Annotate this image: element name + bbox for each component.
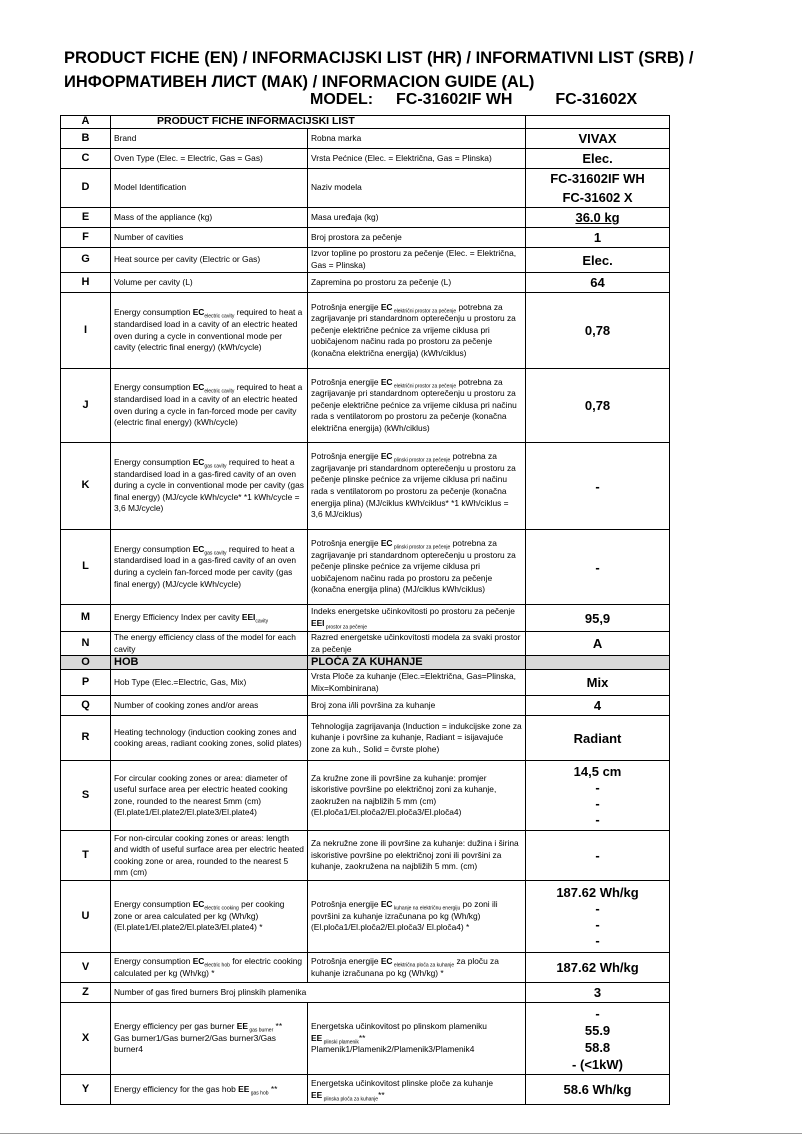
label-hr: Izvor topline po prostoru za pečenje (Elec. = Električna, Gas = Plinska) [308, 248, 526, 273]
row-letter: C [61, 149, 111, 169]
row-b [61, 129, 670, 149]
label-en: Energy consumption $EC_{gas cavity}$ required to heat a standardised load in a gas-fired cavity of an oven during a cycle in conventional mode per cavity (gas final energy) (MJ/cycle kWh/cycle* *1 kWh/cycle = 3,6 MJ/cycle) [111, 443, 308, 530]
empty-cell [526, 116, 670, 129]
label-hr: Energetska učinkovitost po plinskom plameniku EE $_{plinski plamenik}$** Plamenik1/Plamenik2/Plamenik3/Plamenik4 [308, 1003, 526, 1075]
label-en: Number of cavities [111, 228, 308, 248]
label-en: Hob Type (Elec.=Electric, Gas, Mix) [111, 670, 308, 696]
label-hr: Robna marka [308, 129, 526, 149]
value-diameters [526, 761, 670, 831]
label-en: Number of gas fired burners Broj plinskih plamenika [111, 983, 526, 1003]
row-letter: G [61, 248, 111, 273]
value-non-circular: - [526, 831, 670, 881]
row-letter: Z [61, 983, 111, 1003]
label-hr: Potrošnja energije EC $_{kuhanje na električnu energiju}$ po zoni ili površini za kuhanje izračunana po kg (Wh/kg) (El.ploča1/El.ploča2/El.ploča3/ El.ploča4) * [308, 881, 526, 953]
value-line: - [595, 811, 600, 827]
label-en: Energy efficiency per gas burner EE $_{gas burner}$ ** Gas burner1/Gas burner2/Gas burner3/Gas burner4 [111, 1003, 308, 1075]
label-hr: Potrošnja energije EC $_{plinski prostor za pečenje}$ potrebna za zagrijavanje pri standardnom opterečenju u prostoru za pečenje plinske pećnice za vrijeme ciklusa pri načinu rada s ventilatorom po prostoru za pečenje (konačna energija plina) (MJ/ciklus kWh/ciklus* *1 kWh/ciklus = 3,6 MJ/ciklus) [308, 443, 526, 530]
row-e [61, 208, 670, 228]
label-en: Energy Efficiency Index per cavity $EEI_{cavity}$ [111, 605, 308, 632]
row-letter: R [61, 716, 111, 761]
value-oven-type: Elec. [526, 149, 670, 169]
row-letter: V [61, 953, 111, 983]
row-letter: E [61, 208, 111, 228]
row-letter: S [61, 761, 111, 831]
label-en: Energy consumption $EC_{electric cavity}$ required to heat a standardised load in a cavity of an electric heated oven during a cycle in conventional mode per cavity (electric final energy) (kWh/cycle) [111, 293, 308, 369]
label-hr: Potrošnja energije EC $_{električni prostor za pečenje}$ potrebna za zagrijavanje pri standardnom opterečenju u prostoru za pečenje električne pećnice za vrijeme ciklusa pri načinu rada s ventilatorom po prostoru za pečenje (konačna električna energija) (kWh/ciklus) [308, 369, 526, 443]
label-en: For circular cooking zones or area: diameter of useful surface area per electric heated cooking zone, rounded to the nearest 5mm (cm) (El.plate1/El.plate2/El.plate3/El.plate4) [111, 761, 308, 831]
value-line: 187.62 Wh/kg [556, 884, 639, 900]
row-j [61, 369, 670, 443]
row-letter: B [61, 129, 111, 149]
row-letter: P [61, 670, 111, 696]
label-hr: Za kružne zone ili površine za kuhanje: promjer iskoristive površine po električnoj zoni za kuhanje, zaokružen na najbližih 5 mm (cm) (El.ploča1/El.ploča2/El.ploča3/El.ploča4) [308, 761, 526, 831]
value-line: - [595, 1005, 600, 1021]
row-letter: Y [61, 1075, 111, 1105]
section-hr: PLOČA ZA KUHANJE [308, 656, 526, 670]
value-volume: 64 [526, 273, 670, 293]
fiche-heading: PRODUCT FICHE INFORMACIJSKI LIST [111, 116, 526, 129]
value-eei: 95,9 [526, 605, 670, 632]
row-letter: Q [61, 696, 111, 716]
row-letter: O [61, 656, 111, 670]
row-z [61, 983, 670, 1003]
value-ec-per-zone [526, 881, 670, 953]
document-title [64, 46, 764, 94]
label-en: Energy consumption $EC_{electric cavity}$ required to heat a standardised load in a cavity of an electric heated oven during a cycle in fan-forced mode per cavity (electric final energy) (kWh/cycle) [111, 369, 308, 443]
row-i [61, 293, 670, 369]
value-line: 14,5 cm [573, 763, 622, 779]
row-c [61, 149, 670, 169]
label-hr: Vrsta Pećnice (Elec. = Električna, Gas = Plinska) [308, 149, 526, 169]
label-en: Volume per cavity (L) [111, 273, 308, 293]
label-en: Heating technology (induction cooking zones and cooking areas, radiant cooking zones, solid plates) [111, 716, 308, 761]
label-en: Energy consumption $EC_{gas cavity}$ required to heat a standardised load in a gas-fired cavity of an oven during a cyclein fan-forced mode per cavity (gas final energy) (MJ/cycle kWh/cycle) [111, 530, 308, 605]
row-o-hob-section [61, 656, 670, 670]
row-letter: L [61, 530, 111, 605]
row-p [61, 670, 670, 696]
model-1: FC-31602IF WH [396, 91, 513, 108]
row-u [61, 881, 670, 953]
row-x [61, 1003, 670, 1075]
row-letter: U [61, 881, 111, 953]
value-line: - [595, 795, 600, 811]
label-hr: Potrošnja energije EC $_{električna ploča za kuhanje}$ za ploču za kuhanje izračunana po kg (Wh/kg) * [308, 953, 526, 983]
model-label: MODEL: [310, 91, 374, 108]
value-heating-tech: Radiant [526, 716, 670, 761]
row-h [61, 273, 670, 293]
title-line-1: PRODUCT FICHE (EN) / INFORMACIJSKI LIST (HR) / INFORMATIVNI LIST (SRB) / [64, 49, 694, 67]
value-cavities: 1 [526, 228, 670, 248]
empty-cell [526, 656, 670, 670]
value-zones: 4 [526, 696, 670, 716]
value-ee-burners [526, 1003, 670, 1075]
label-hr: Potrošnja energije EC $_{plinski prostor za pečenje}$ potrebna za zagrijavanje pri standardnom opterečenju u prostoru za pečenje plinske pećnice za vrijeme ciklusa pri uobičajenom načinu rada po prostoru za pečenje (konačna energija plina) (MJ/ciklus kWh/ciklus) [308, 530, 526, 605]
label-en: Energy efficiency for the gas hob EE $_{gas hob}$ ** [111, 1075, 308, 1105]
label-hr: Broj zona i/ili površina za kuhanje [308, 696, 526, 716]
value-ec-gas-fan: - [526, 530, 670, 605]
value-hob-type: Mix [526, 670, 670, 696]
label-en: Heat source per cavity (Electric or Gas) [111, 248, 308, 273]
row-l [61, 530, 670, 605]
row-letter: J [61, 369, 111, 443]
label-hr: Razred energetske učinkovitosti modela za svaki prostor za pečenje [308, 632, 526, 656]
value-gas-burners: 3 [526, 983, 670, 1003]
row-r [61, 716, 670, 761]
label-en: Number of cooking zones and/or areas [111, 696, 308, 716]
row-d [61, 169, 670, 208]
row-a [61, 116, 670, 129]
value-ec-hob: 187.62 Wh/kg [526, 953, 670, 983]
value-energy-class: A [526, 632, 670, 656]
value-line: - [595, 932, 600, 948]
row-y [61, 1075, 670, 1105]
label-en: Mass of the appliance (kg) [111, 208, 308, 228]
value-ec-gas-conventional: - [526, 443, 670, 530]
model-2: FC-31602X [555, 91, 638, 108]
value-line: 55.9 [584, 1022, 611, 1038]
row-letter: N [61, 632, 111, 656]
value-model [526, 169, 670, 208]
row-letter: H [61, 273, 111, 293]
value-line: - [595, 916, 600, 932]
label-en: The energy efficiency class of the model for each cavity [111, 632, 308, 656]
title-line-2: ИНФОРМАТИВЕН ЛИСТ (МАК) / INFORMACION GUIDE (AL) [64, 73, 535, 91]
label-hr: Potrošnja energije EC $_{električni prostor za pečenje}$ potrebna za zagrijavanje pri standardnom opterečenju u prostoru za pečenje električne pećnice za vrijeme ciklusa pri uobičajenom načinu rada po prostoru za pečenje (konačna električna energija) (kWh/ciklus) [308, 293, 526, 369]
row-letter: M [61, 605, 111, 632]
value-line: - (<1kW) [572, 1056, 623, 1072]
row-q [61, 696, 670, 716]
row-letter: X [61, 1003, 111, 1075]
row-letter: F [61, 228, 111, 248]
label-hr: Broj prostora za pečenje [308, 228, 526, 248]
value-line: 58.8 [584, 1039, 611, 1055]
row-g [61, 248, 670, 273]
label-en: Brand [111, 129, 308, 149]
label-hr: Energetska učinkovitost plinske ploče za kuhanje EE $_{plinska ploča za kuhanje}$** [308, 1075, 526, 1105]
row-letter: K [61, 443, 111, 530]
label-hr: Indeks energetske učinkovitosti po prostoru za pečenje EEI $_{prostor za pečenje}$ [308, 605, 526, 632]
row-letter: T [61, 831, 111, 881]
value-line: - [595, 779, 600, 795]
label-en: Energy consumption $EC_{electric cooking}$ per cooking zone or area calculated per kg (Wh/kg) (El.plate1/El.plate2/El.plate3/El.plate4) * [111, 881, 308, 953]
label-hr: Zapremina po prostoru za pečenje (L) [308, 273, 526, 293]
label-en: Oven Type (Elec. = Electric, Gas = Gas) [111, 149, 308, 169]
label-hr: Za nekružne zone ili površine za kuhanje: dužina i širina iskoristive površine po električnoj zoni ili površini za kuhanje, zaokružena na najbližih 5 mm. (cm) [308, 831, 526, 881]
model-header [310, 91, 637, 109]
row-t [61, 831, 670, 881]
value-ec-fan: 0,78 [526, 369, 670, 443]
label-hr: Vrsta Ploče za kuhanje (Elec.=Električna, Gas=Plinska, Mix=Kombinirana) [308, 670, 526, 696]
row-letter: I [61, 293, 111, 369]
row-letter: D [61, 169, 111, 208]
row-v [61, 953, 670, 983]
page-edge-line [0, 1133, 802, 1134]
section-en: HOB [111, 656, 308, 670]
row-s [61, 761, 670, 831]
row-k [61, 443, 670, 530]
label-hr: Tehnologija zagrijavanja (Induction = indukcijske zone za kuhanje i površine za kuhanje, Radiant = isijavajuće zone za kuh., Solid = čvrste plohe) [308, 716, 526, 761]
label-hr: Naziv modela [308, 169, 526, 208]
row-m [61, 605, 670, 632]
label-en: For non-circular cooking zones or areas: length and width of useful surface area per electric heated cooking zone or area, rounded to the nearest 5 mm (cm) [111, 831, 308, 881]
value-model-2: FC-31602 X [562, 190, 633, 205]
label-hr: Masa uređaja (kg) [308, 208, 526, 228]
row-n [61, 632, 670, 656]
product-fiche-table [60, 115, 670, 1105]
label-en: Model Identification [111, 169, 308, 208]
value-ec-conventional: 0,78 [526, 293, 670, 369]
value-heat-source: Elec. [526, 248, 670, 273]
value-mass: 36.0 kg [526, 208, 670, 228]
value-model-1: FC-31602IF WH [550, 171, 645, 186]
label-en: Energy consumption $EC_{electric hob}$ for electric cooking calculated per kg (Wh/kg) * [111, 953, 308, 983]
value-line: - [595, 900, 600, 916]
row-letter: A [61, 116, 111, 129]
value-ee-hob: 58.6 Wh/kg [526, 1075, 670, 1105]
row-f [61, 228, 670, 248]
value-brand: VIVAX [526, 129, 670, 149]
